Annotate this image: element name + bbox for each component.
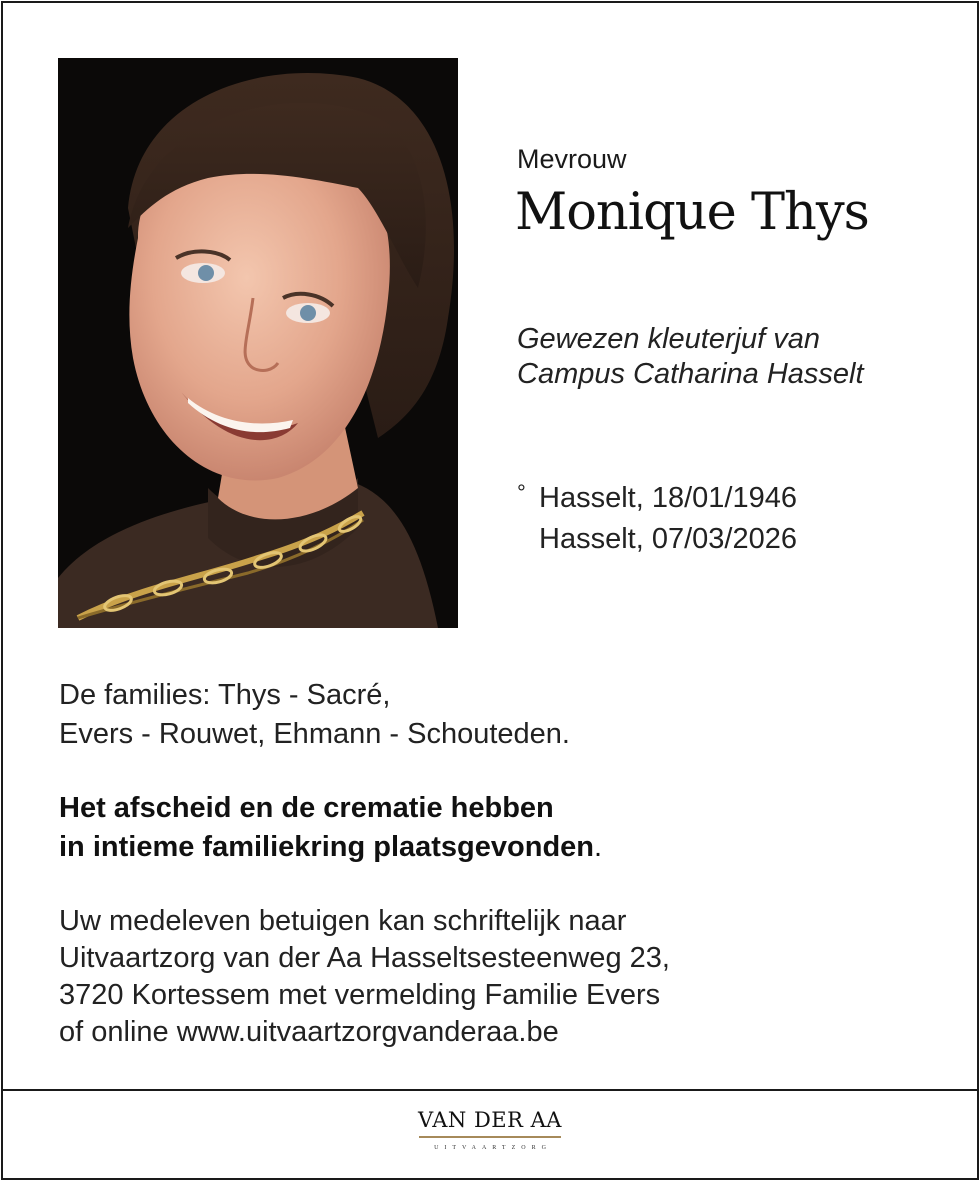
condolence-line: 3720 Kortessem met vermelding Familie Evers (59, 979, 661, 1011)
occupation-line: Campus Catharina Hasselt (517, 358, 864, 390)
condolence-info (59, 903, 670, 1051)
occupation (517, 322, 864, 392)
families (59, 676, 570, 754)
farewell-line-with-period (59, 828, 602, 867)
condolence-line: Uitvaartzorg van der Aa Hasseltsesteenweg 23, (59, 942, 670, 974)
deceased-name: Monique Thys (515, 183, 869, 242)
portrait-photo (58, 58, 458, 628)
farewell-line: in intieme familiekring plaatsgevonden (59, 831, 595, 863)
logo-brand: VAN DER AA (418, 1108, 562, 1132)
condolence-line: Uw medeleven betuigen kan schriftelijk naar (59, 905, 627, 937)
logo-rule (419, 1136, 561, 1138)
families-line: Evers - Rouwet, Ehmann - Schouteden. (59, 718, 570, 750)
birth-symbol: ° (517, 480, 526, 505)
farewell-line: Het afscheid en de crematie hebben (59, 792, 554, 824)
occupation-line: Gewezen kleuterjuf van (517, 323, 821, 355)
honorific: Mevrouw (517, 144, 627, 174)
families-line: De families: Thys - Sacré, (59, 679, 391, 711)
condolence-line: of online www.uitvaartzorgvanderaa.be (59, 1016, 559, 1048)
life-dates (517, 478, 797, 560)
birth-row (517, 478, 797, 519)
farewell-period: . (594, 831, 603, 863)
death-row (517, 519, 797, 560)
farewell-notice (59, 789, 602, 867)
death-date: Hasselt, 07/03/2026 (539, 523, 797, 555)
footer-divider (3, 1089, 977, 1091)
birth-date: Hasselt, 18/01/1946 (539, 482, 797, 514)
funeral-home-logo (0, 1106, 980, 1152)
logo-subtitle: UITVAARTZORG (434, 1145, 552, 1151)
